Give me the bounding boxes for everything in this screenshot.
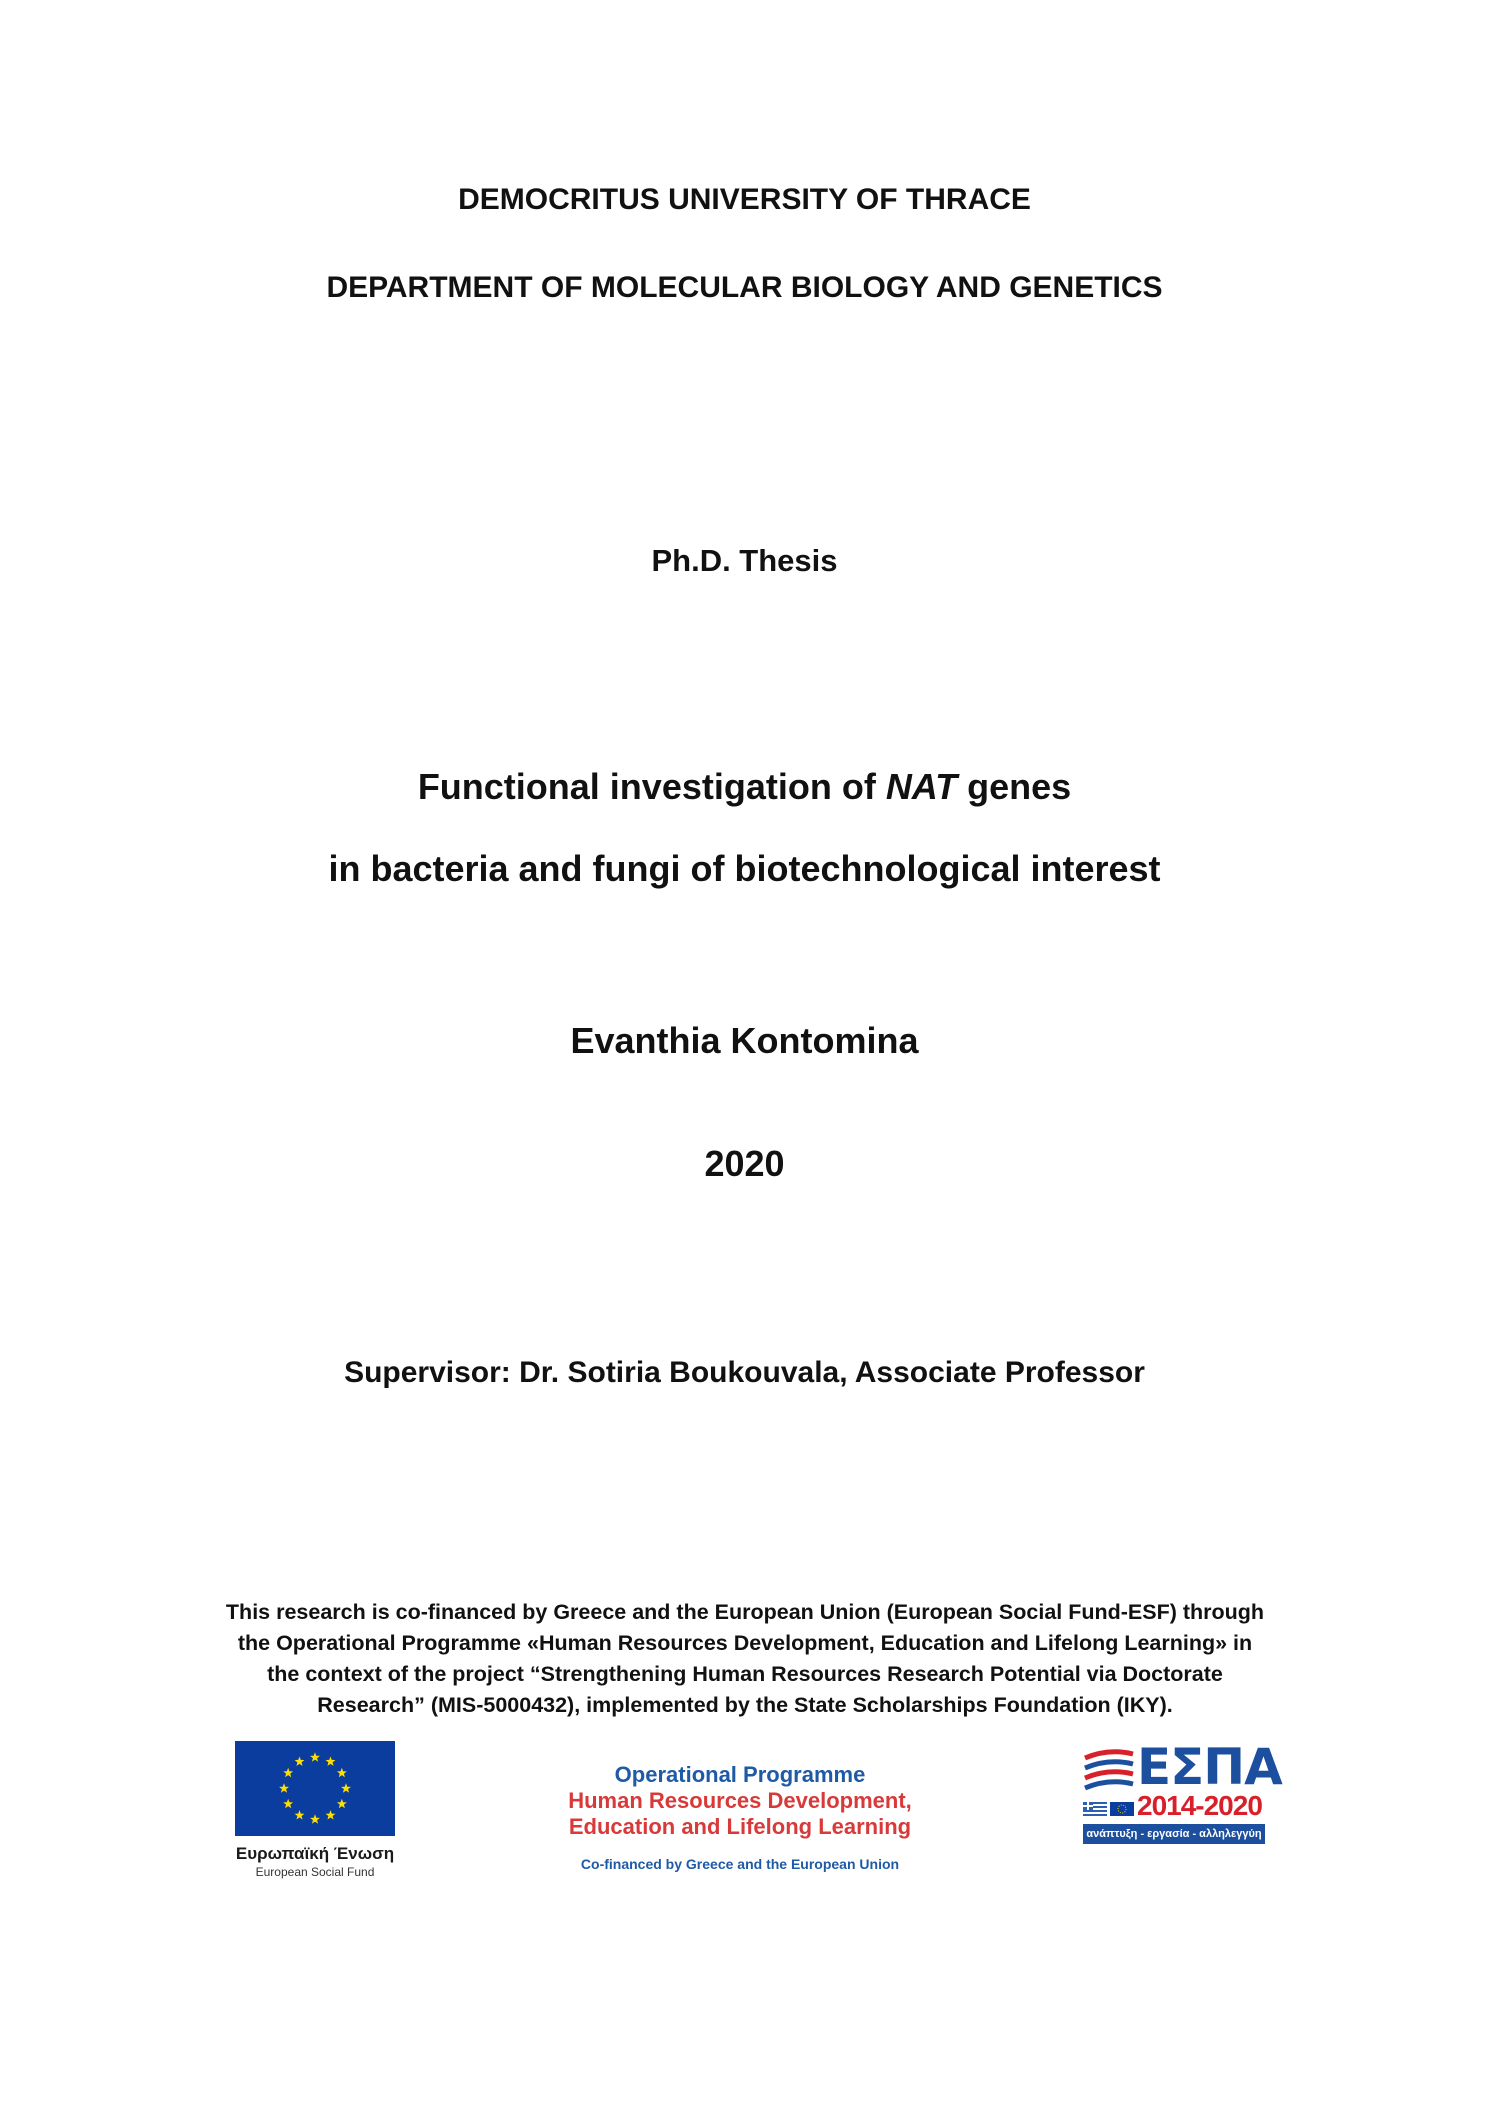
author-name: Evanthia Kontomina bbox=[570, 1020, 919, 1061]
funding-line: This research is co-financed by Greece and the European Union (European Social Fund-ESF) through bbox=[225, 1600, 1265, 1624]
eu-star-icon bbox=[310, 1814, 320, 1823]
funding-line: the context of the project “Strengthening Human Resources Research Potential via Doctorate bbox=[267, 1662, 1223, 1686]
title-gene-name: NAT bbox=[885, 766, 958, 807]
eu-star-icon bbox=[326, 1810, 336, 1819]
espa-flags-icon bbox=[1083, 1800, 1135, 1818]
funding-line: the Operational Programme «Human Resources Development, Education and Lifelong Learning» in bbox=[237, 1631, 1253, 1655]
op-logo-line4: Co-financed by Greece and the European Union bbox=[580, 1856, 900, 1872]
eu-logo-subtitle: European Social Fund bbox=[255, 1865, 375, 1879]
eu-logo bbox=[231, 1741, 399, 1879]
eu-star-icon bbox=[295, 1756, 305, 1765]
thesis-title-line2: in bacteria and fungi of biotechnological interest bbox=[328, 848, 1161, 889]
espa-logo bbox=[1083, 1738, 1282, 1844]
department-name: DEPARTMENT OF MOLECULAR BIOLOGY AND GENETICS bbox=[326, 271, 1163, 304]
op-logo-line1: Operational Programme bbox=[614, 1762, 866, 1787]
espa-logo-word: ΕΣΠΑ bbox=[1137, 1738, 1282, 1796]
op-logo-line2: Human Resources Development, bbox=[568, 1788, 912, 1813]
thesis-year: 2020 bbox=[704, 1143, 785, 1184]
eu-star-icon bbox=[283, 1768, 293, 1777]
title-text-part: Functional investigation of bbox=[417, 766, 886, 807]
op-logo-line3: Education and Lifelong Learning bbox=[568, 1814, 912, 1839]
espa-waves-icon bbox=[1083, 1748, 1135, 1796]
eu-star-icon bbox=[295, 1810, 305, 1819]
espa-logo-tagline: ανάπτυξη - εργασία - αλληλεγγύη bbox=[1083, 1824, 1265, 1844]
thesis-type: Ph.D. Thesis bbox=[651, 543, 838, 578]
operational-programme-logo bbox=[540, 1762, 940, 1872]
funding-line: Research” (MIS-5000432), implemented by the State Scholarships Foundation (IKY). bbox=[317, 1693, 1173, 1717]
eu-star-icon bbox=[341, 1783, 351, 1792]
funding-statement bbox=[200, 1597, 1290, 1721]
eu-star-icon bbox=[326, 1756, 336, 1765]
eu-stars-icon bbox=[235, 1741, 395, 1836]
eu-star-icon bbox=[337, 1768, 347, 1777]
eu-star-icon bbox=[337, 1799, 347, 1808]
eu-star-icon bbox=[279, 1783, 289, 1792]
eu-star-icon bbox=[283, 1799, 293, 1808]
university-name: DEMOCRITUS UNIVERSITY OF THRACE bbox=[458, 183, 1031, 216]
eu-logo-name: Ευρωπαϊκή Ένωση bbox=[235, 1844, 395, 1863]
espa-logo-years: 2014-2020 bbox=[1137, 1790, 1262, 1821]
title-text-part: genes bbox=[957, 766, 1072, 807]
eu-star-icon bbox=[310, 1752, 320, 1761]
supervisor-line: Supervisor: Dr. Sotiria Boukouvala, Associate Professor bbox=[344, 1356, 1145, 1389]
eu-flag-icon bbox=[235, 1741, 395, 1836]
thesis-title-line1 bbox=[0, 766, 1489, 808]
